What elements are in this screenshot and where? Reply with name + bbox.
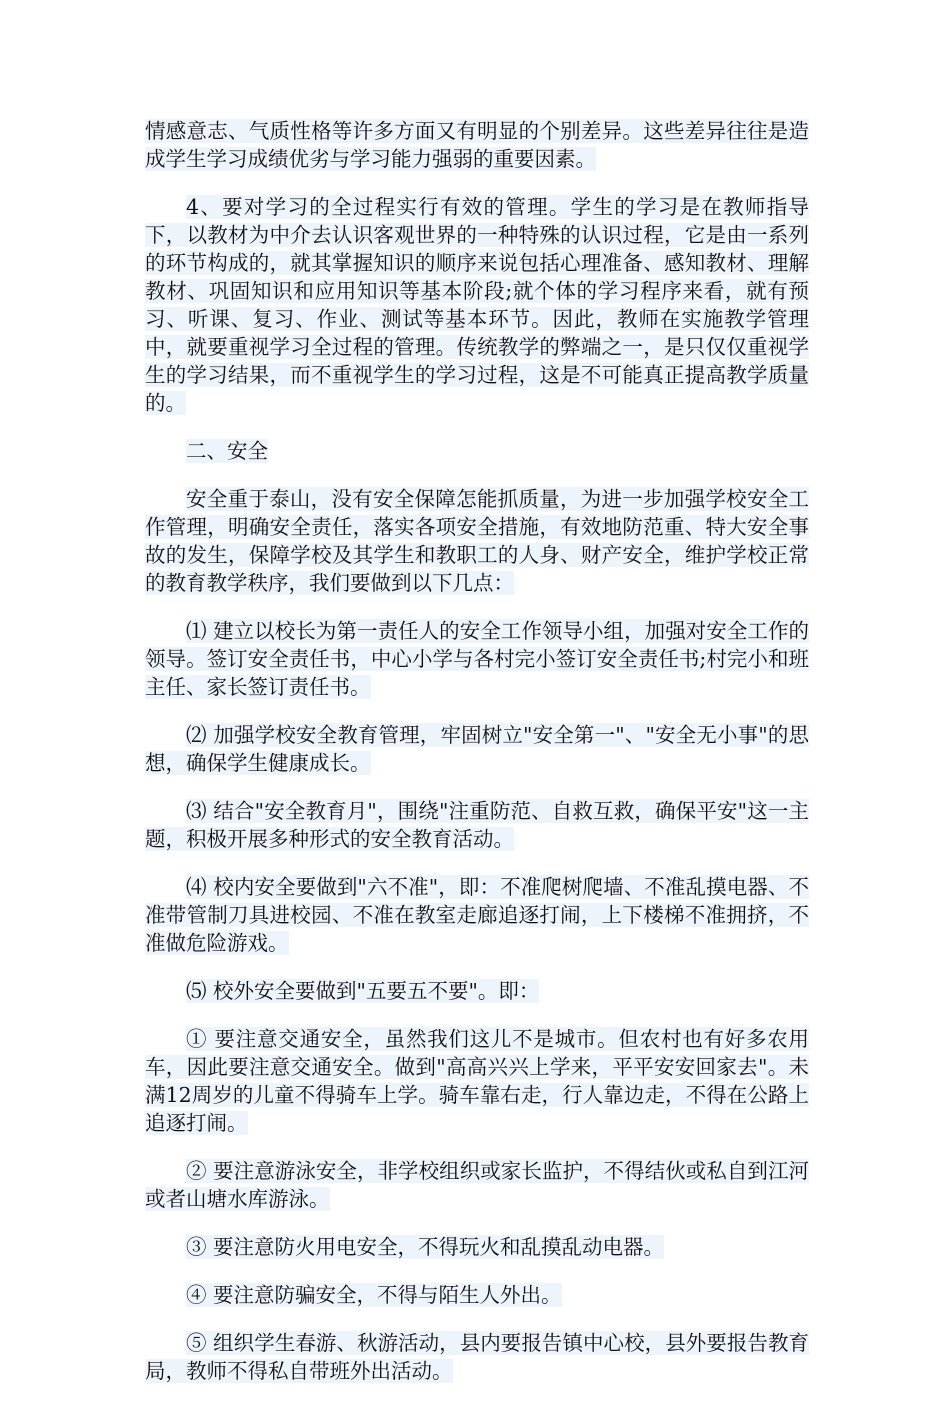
paragraph-subitem-3 <box>145 1233 809 1261</box>
paragraph-text: ⑴ 建立以校长为第一责任人的安全工作领导小组，加强对安全工作的领导。签订安全责任书，中心小学与各村完小签订安全责任书;村完小和班主任、家长签订责任书。 <box>145 619 809 699</box>
paragraph-text: 情感意志、气质性格等许多方面又有明显的个别差异。这些差异往往是造成学生学习成绩优劣与学习能力强弱的重要因素。 <box>145 119 809 171</box>
paragraph-item-5 <box>145 977 809 1005</box>
paragraph-text: ④ 要注意防骗安全，不得与陌生人外出。 <box>186 1283 562 1307</box>
paragraph-item-4 <box>145 873 809 957</box>
paragraph-text: ② 要注意游泳安全，非学校组织或家长监护，不得结伙或私自到江河或者山塘水库游泳。 <box>145 1159 809 1211</box>
paragraph-text: 安全重于泰山，没有安全保障怎能抓质量，为进一步加强学校安全工作管理，明确安全责任，落实各项安全措施，有效地防范重、特大安全事故的发生，保障学校及其学生和教职工的人身、财产安全，维护学校正常的教育教学秩序，我们要做到以下几点： <box>145 487 809 595</box>
paragraph-learning-process <box>145 193 809 417</box>
paragraph-text: ③ 要注意防火用电安全，不得玩火和乱摸乱动电器。 <box>186 1235 665 1259</box>
paragraph-text: ⑸ 校外安全要做到"五要五不要"。即： <box>186 979 540 1003</box>
paragraph-text: 4、要对学习的全过程实行有效的管理。学生的学习是在教师指导下，以教材为中介去认识客观世界的一种特殊的认识过程，它是由一系列的环节构成的，就其掌握知识的顺序来说包括心理准备、感知教材、理解教材、巩固知识和应用知识等基本阶段;就个体的学习程序来看，就有预习、听课、复习、作业、测试等基本环节。因此，教师在实施教学管理中，就要重视学习全过程的管理。传统教学的弊端之一，是只仅仅重视学生的学习结果，而不重视学生的学习过程，这是不可能真正提高教学质量的。 <box>145 195 809 415</box>
paragraph-text: ⑤ 组织学生春游、秋游活动，县内要报告镇中心校，县外要报告教育局，教师不得私自带班外出活动。 <box>145 1331 809 1383</box>
paragraph-item-1 <box>145 617 809 701</box>
paragraph-subitem-2 <box>145 1157 809 1213</box>
paragraph-subitem-5 <box>145 1329 809 1385</box>
paragraph-subitem-1 <box>145 1025 809 1137</box>
section-heading-safety <box>145 437 809 465</box>
paragraph-item-3 <box>145 797 809 853</box>
paragraph-text: ① 要注意交通安全，虽然我们这儿不是城市。但农村也有好多农用车，因此要注意交通安全。做到"高高兴兴上学来，平平安安回家去"。未满12周岁的儿童不得骑车上学。骑车靠右走，行人靠边走，不得在公路上追逐打闹。 <box>145 1027 809 1135</box>
paragraph-intro-continuation <box>145 117 809 173</box>
paragraph-safety-intro <box>145 485 809 597</box>
heading-text: 二、安全 <box>186 439 268 463</box>
paragraph-text: ⑵ 加强学校安全教育管理，牢固树立"安全第一"、"安全无小事"的思想，确保学生健康成长。 <box>145 723 809 775</box>
document-page <box>145 117 809 1405</box>
paragraph-subitem-4 <box>145 1281 809 1309</box>
paragraph-text: ⑶ 结合"安全教育月"，围绕"注重防范、自救互救，确保平安"这一主题，积极开展多种形式的安全教育活动。 <box>145 799 809 851</box>
paragraph-text: ⑷ 校内安全要做到"六不准"，即：不准爬树爬墙、不准乱摸电器、不准带管制刀具进校园、不准在教室走廊追逐打闹，上下楼梯不准拥挤，不准做危险游戏。 <box>145 875 809 955</box>
paragraph-item-2 <box>145 721 809 777</box>
